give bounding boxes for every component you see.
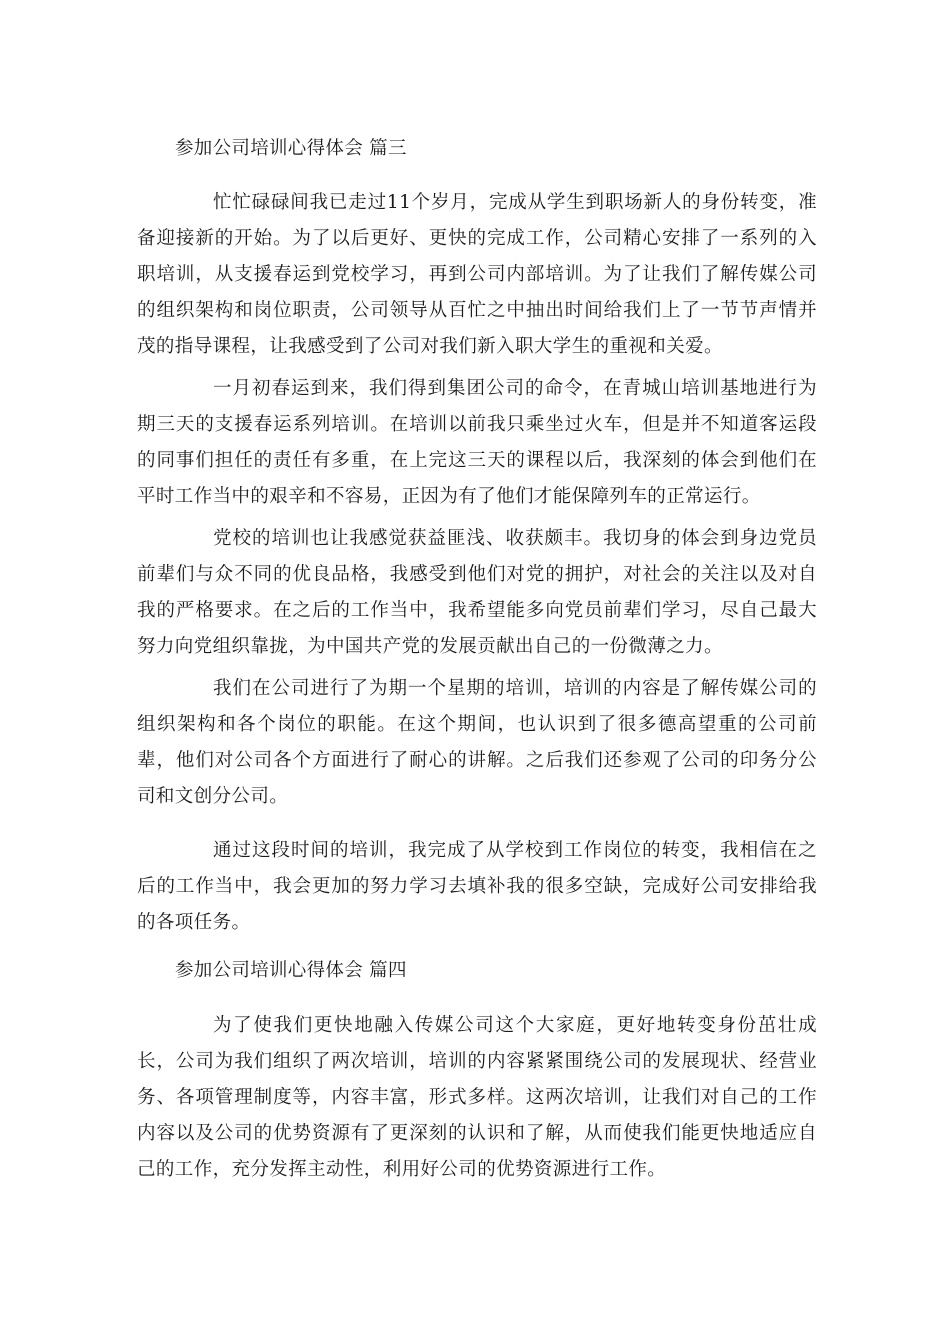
section-heading-3: 参加公司培训心得体会 篇三 xyxy=(175,138,407,159)
section-heading-4: 参加公司培训心得体会 篇四 xyxy=(175,960,407,981)
paragraph: 党校的培训也让我感觉获益匪浅、收获颇丰。我切身的体会到身边党员前辈们与众不同的优良品格，我感受到他们对党的拥护，对社会的关注以及对自我的严格要求。在之后的工作当中，我希望能多向党员前辈们学习，尽自己最大努力向党组织靠拢，为中国共产党的发展贡献出自己的一份微薄之力。 xyxy=(137,528,817,657)
paragraph: 通过这段时间的培训，我完成了从学校到工作岗位的转变，我相信在之后的工作当中，我会更加的努力学习去填补我的很多空缺，完成好公司安排给我的各项任务。 xyxy=(137,840,817,933)
paragraph: 一月初春运到来，我们得到集团公司的命令，在青城山培训基地进行为期三天的支援春运系列培训。在培训以前我只乘坐过火车，但是并不知道客运段的同事们担任的责任有多重，在上完这三天的课程以后，我深刻的体会到他们在平时工作当中的艰辛和不容易，正因为有了他们才能保障列车的正常运行。 xyxy=(137,378,817,507)
paragraph: 为了使我们更快地融入传媒公司这个大家庭，更好地转变身份茁壮成长，公司为我们组织了两次培训，培训的内容紧紧围绕公司的发展现状、经营业务、各项管理制度等，内容丰富，形式多样。这两次培训，让我们对自己的工作内容以及公司的优势资源有了更深刻的认识和了解，从而使我们能更快地适应自己的工作，充分发挥主动性，利用好公司的优势资源进行工作。 xyxy=(137,1015,817,1180)
paragraph: 我们在公司进行了为期一个星期的培训，培训的内容是了解传媒公司的组织架构和各个岗位的职能。在这个期间，也认识到了很多德高望重的公司前辈，他们对公司各个方面进行了耐心的讲解。之后我们还参观了公司的印务分公司和文创分公司。 xyxy=(137,678,817,807)
paragraph: 忙忙碌碌间我已走过11个岁月，完成从学生到职场新人的身份转变，准备迎接新的开始。为了以后更好、更快的完成工作，公司精心安排了一系列的入职培训，从支援春运到党校学习，再到公司内部培训。为了让我们了解传媒公司的组织架构和岗位职责，公司领导从百忙之中抽出时间给我们上了一节节声情并茂的指导课程，让我感受到了公司对我们新入职大学生的重视和关爱。 xyxy=(137,192,817,357)
